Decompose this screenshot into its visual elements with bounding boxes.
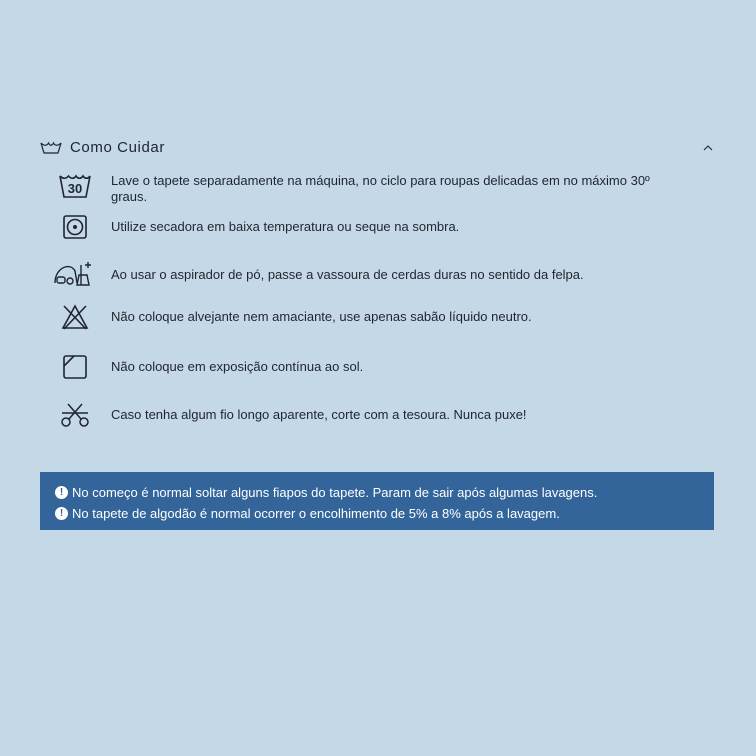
- care-item-text: Não coloque alvejante nem amaciante, use apenas sabão líquido neutro.: [111, 309, 532, 324]
- vacuum-broom-icon: [53, 259, 97, 287]
- care-title: Como Cuidar: [70, 138, 165, 156]
- care-item: [40, 173, 714, 217]
- no-bleach-icon: [54, 303, 96, 331]
- wash-30-icon: [54, 173, 96, 201]
- info-banner: [40, 472, 714, 530]
- info-line: [55, 503, 700, 524]
- shade-dry-icon: [54, 353, 96, 381]
- care-item-text: Não coloque em exposição contínua ao sol.: [111, 359, 364, 374]
- care-item-text: Utilize secadora em baixa temperatura ou seque na sombra.: [111, 219, 460, 234]
- care-accordion-header[interactable]: [40, 133, 714, 161]
- care-list: [40, 173, 714, 437]
- care-section: [40, 133, 714, 437]
- exclamation-icon: !: [55, 486, 68, 499]
- wash-temperature-label: 30: [67, 181, 83, 196]
- exclamation-icon: !: [55, 507, 68, 520]
- care-item: [40, 267, 714, 309]
- care-item: [40, 219, 714, 267]
- care-item: [40, 309, 714, 359]
- info-text: No tapete de algodão é normal ocorrer o encolhimento de 5% a 8% após a lavagem.: [72, 506, 560, 521]
- info-line: [55, 482, 700, 503]
- care-item-text: Lave o tapete separadamente na máquina, no ciclo para roupas delicadas em no máximo 30º graus.: [111, 173, 650, 204]
- washbasin-icon: [40, 139, 62, 155]
- care-item-text: Ao usar o aspirador de pó, passe a vassoura de cerdas duras no sentido da felpa.: [111, 267, 584, 282]
- scissors-icon: [54, 401, 96, 429]
- tumble-dry-low-icon: [54, 213, 96, 241]
- care-item: [40, 407, 714, 437]
- care-item-text: Caso tenha algum fio longo aparente, corte com a tesoura. Nunca puxe!: [111, 407, 527, 422]
- care-item: [40, 359, 714, 407]
- chevron-up-icon[interactable]: [702, 141, 714, 153]
- info-text: No começo é normal soltar alguns fiapos do tapete. Param de sair após algumas lavagens.: [72, 485, 598, 500]
